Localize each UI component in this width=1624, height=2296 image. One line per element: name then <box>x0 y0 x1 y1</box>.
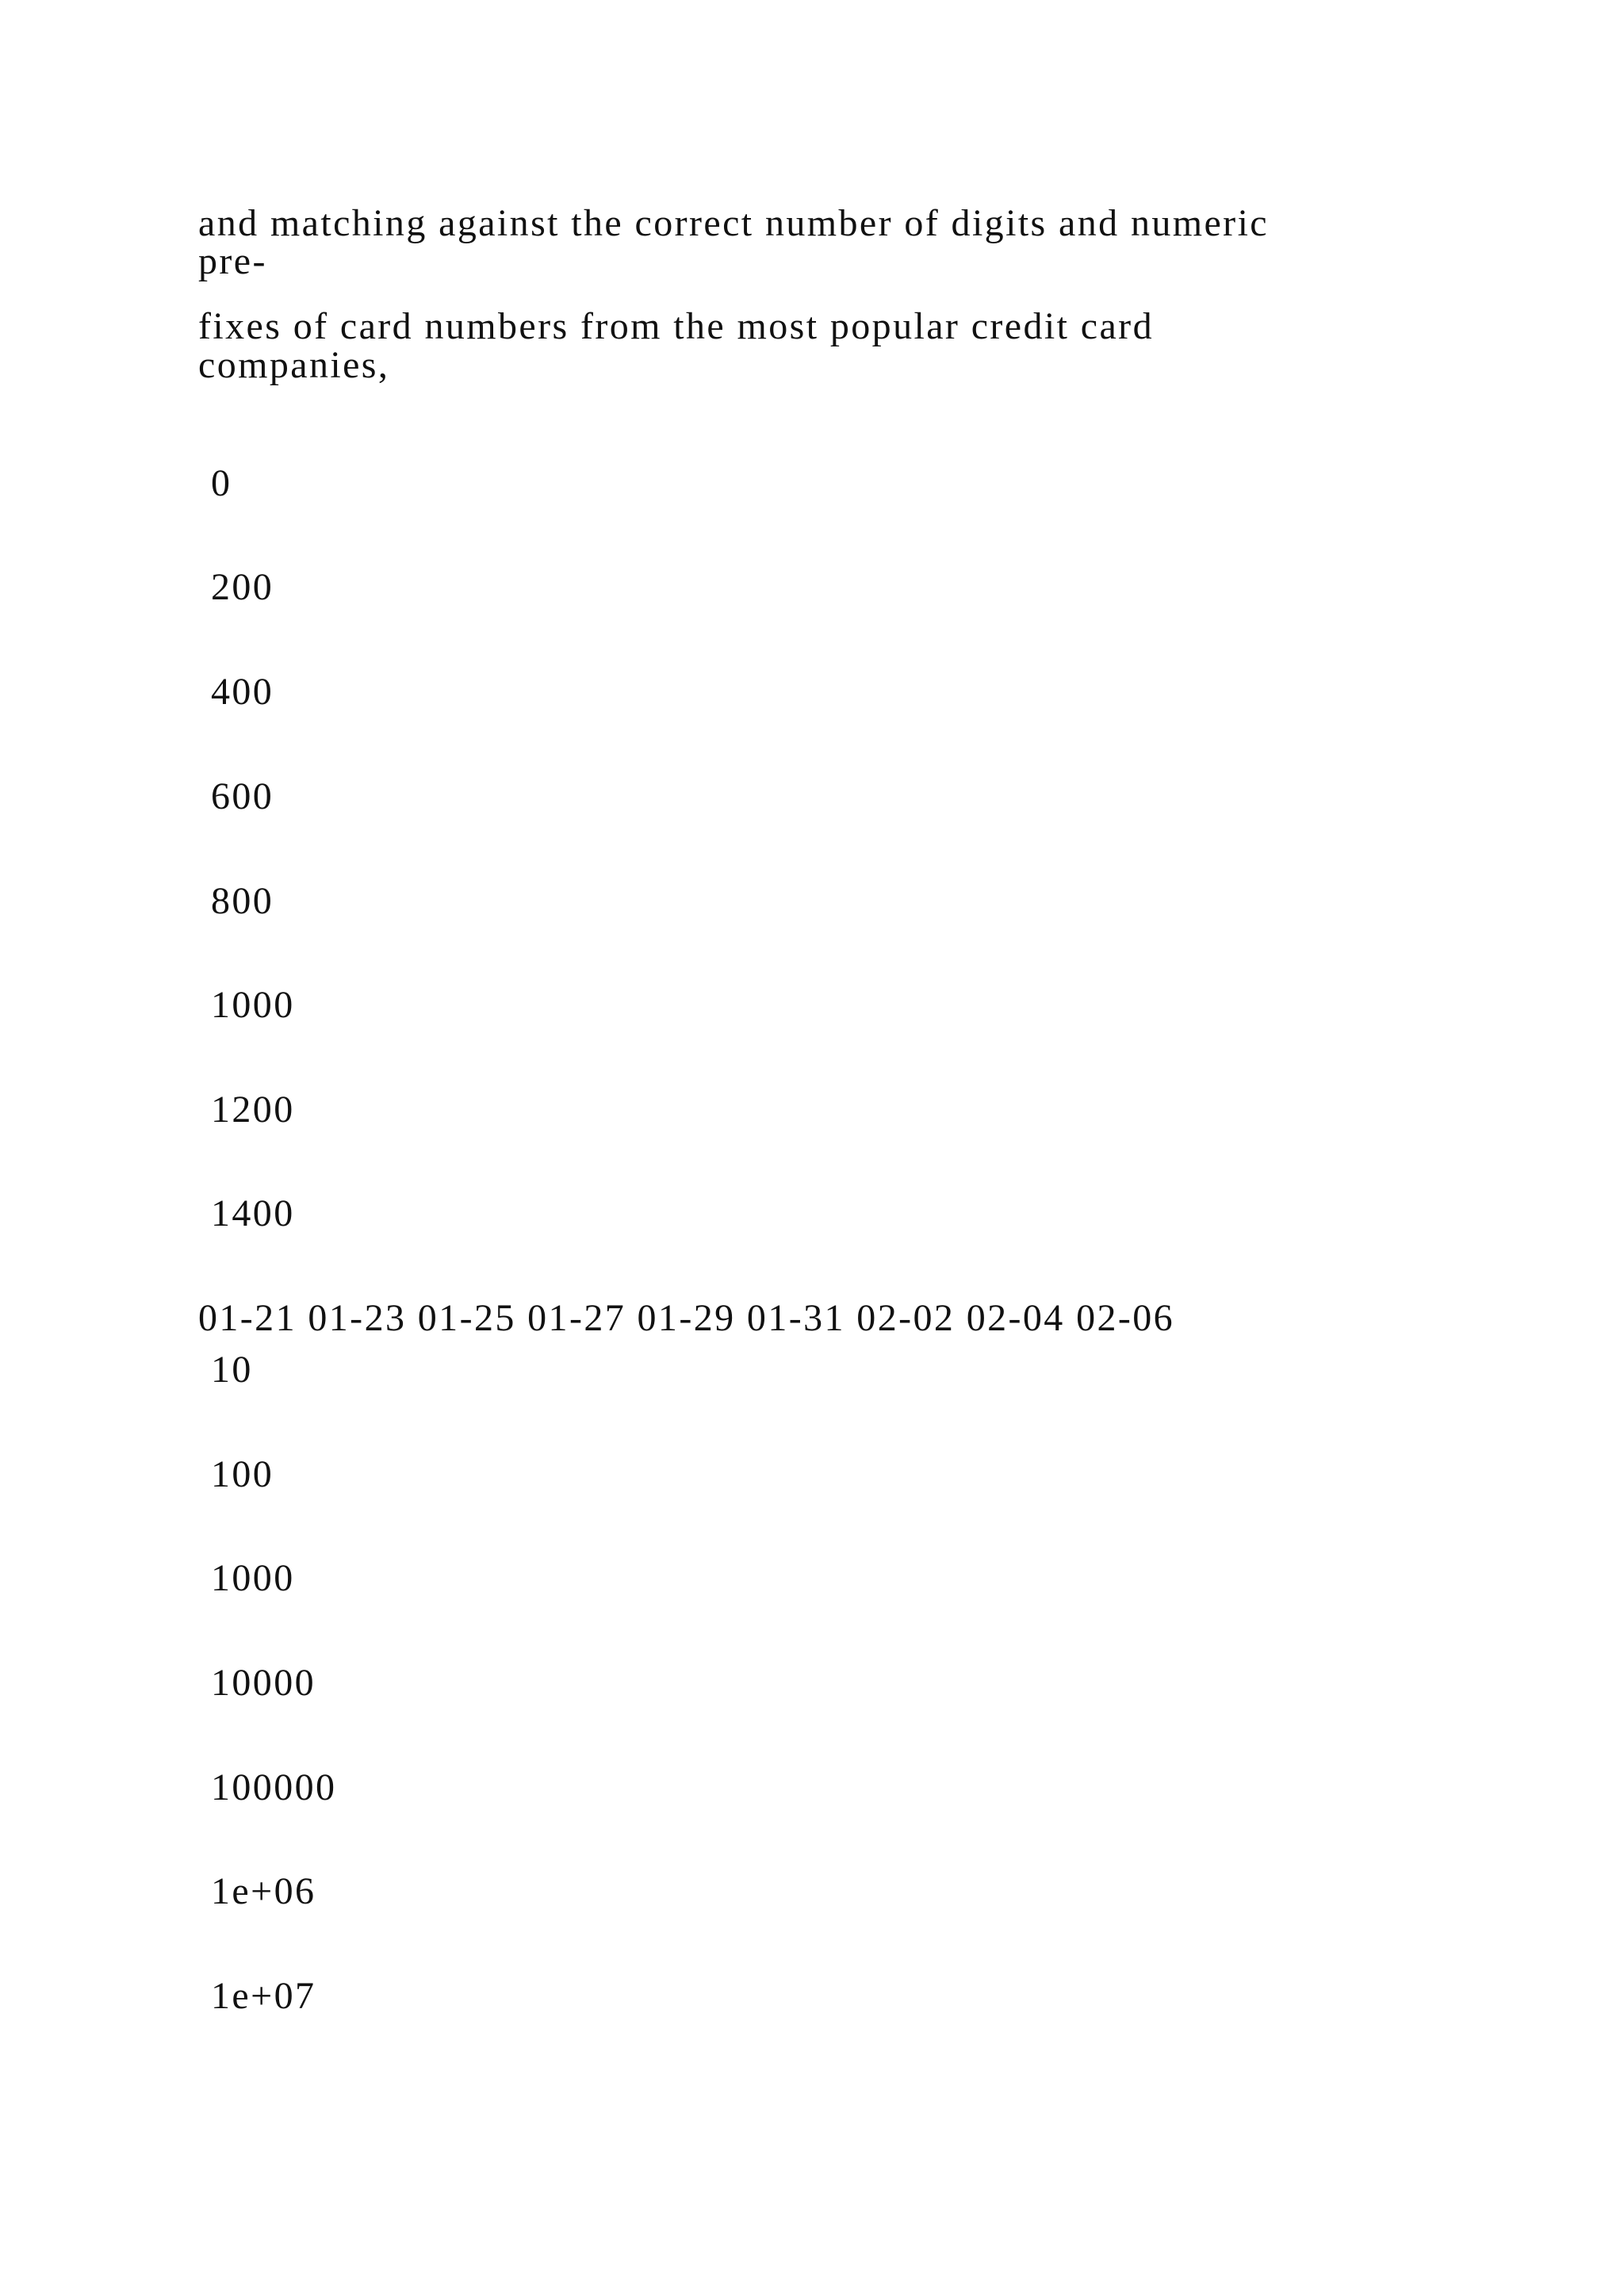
log-tick-1e07: 1e+07 <box>211 1975 316 2017</box>
paragraph-line-2: pre- <box>198 240 267 282</box>
log-tick-1000: 1000 <box>211 1557 295 1599</box>
log-tick-1e06: 1e+06 <box>211 1870 316 1912</box>
date-ticks-line: 01-21 01-23 01-25 01-27 01-29 01-31 02-02 02-04 02-06 <box>198 1297 1175 1339</box>
paragraph-line-1: and matching against the correct number of digits and numeric <box>198 202 1270 244</box>
linear-tick-800: 800 <box>211 880 274 922</box>
linear-tick-200: 200 <box>211 566 274 608</box>
log-tick-100: 100 <box>211 1453 274 1495</box>
log-tick-10000: 10000 <box>211 1662 316 1704</box>
log-tick-100000: 100000 <box>211 1766 337 1808</box>
linear-tick-1200: 1200 <box>211 1089 295 1131</box>
paragraph-line-3: fixes of card numbers from the most popular credit card <box>198 305 1154 347</box>
paragraph-line-4: companies, <box>198 344 390 386</box>
linear-tick-0: 0 <box>211 462 232 504</box>
log-tick-10: 10 <box>211 1349 253 1391</box>
linear-tick-400: 400 <box>211 671 274 713</box>
linear-tick-1400: 1400 <box>211 1192 295 1234</box>
linear-tick-1000: 1000 <box>211 984 295 1026</box>
linear-tick-600: 600 <box>211 775 274 817</box>
